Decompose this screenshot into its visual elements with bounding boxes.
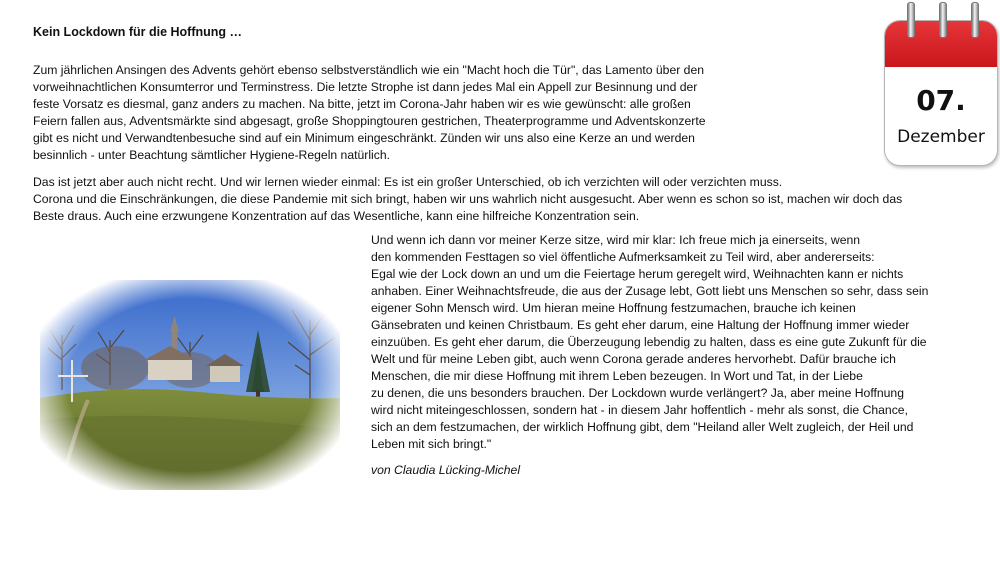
village-meadow-photo <box>40 280 340 490</box>
text-line: Das ist jetzt aber auch nicht recht. Und wir lernen wieder einmal: Es ist ein großer Unterschied, ob ich verzichten will oder verzichten muss. <box>33 175 783 189</box>
paragraph-1 <box>33 62 706 164</box>
text-line: anhaben. Einer Weihnachtsfreude, die aus der Zusage lebt, Gott liebt uns Menschen so sehr, dass sein <box>371 284 929 298</box>
text-line: feste Vorsatz es diesmal, ganz anders zu machen. Na bitte, jetzt im Corona-Jahr haben wir es wie gewünscht: alle großen <box>33 97 691 111</box>
text-line: zu denen, die uns besonders brauchen. Der Lockdown wurde verlängert? Ja, aber meine Hoffnung <box>371 386 904 400</box>
binder-ring-icon <box>971 2 979 38</box>
author-signature: von Claudia Lücking-Michel <box>371 463 521 477</box>
paragraph-3 <box>371 232 928 453</box>
text-line: Und wenn ich dann vor meiner Kerze sitze, wird mir klar: Ich freue mich ja einerseits, wenn <box>371 233 861 247</box>
calendar-date-icon <box>882 2 1000 167</box>
paragraph-2 <box>33 174 902 225</box>
text-line: den kommenden Festtagen so viel öffentliche Aufmerksamkeit zu Teil wird, aber andererseits: <box>371 250 875 264</box>
landscape-illustration <box>40 280 340 490</box>
text-line: Menschen, die mir diese Hoffnung mit ihrem Leben bezeugen. In Wort und Tat, in der Liebe <box>371 369 863 383</box>
text-line: wird nicht miteingeschlossen, sondern hat - in diesem Jahr hoffentlich - mehr als sonst, die Chance, <box>371 403 908 417</box>
text-line: Beste draus. Auch eine erzwungene Konzentration auf das Wesentliche, kann eine hilfreiche Konzentration sein. <box>33 209 640 223</box>
binder-ring-icon <box>939 2 947 38</box>
text-line: besinnlich - unter Beachtung sämtlicher Hygiene-Regeln natürlich. <box>33 148 391 162</box>
calendar-day: 07. <box>916 84 966 117</box>
calendar-month: Dezember <box>897 127 985 147</box>
text-line: gibt es nicht und Verwandtenbesuche sind auf ein Minimum eingeschränkt. Zünden wir uns also eine Kerze an und werden <box>33 131 695 145</box>
text-line: Feiern fallen aus, Adventsmärkte sind abgesagt, große Shoppingtouren gestrichen, Theaterprogramme und Adventskonzerte <box>33 114 706 128</box>
text-line: sich an dem festzumachen, der wirklich Hoffnung gibt, dem "Heiland aller Welt zugleich, der Heil und <box>371 420 914 434</box>
text-line: eigener Sohn Mensch wird. Um hieran meine Hoffnung festzumachen, brauche ich keinen <box>371 301 856 315</box>
article-title: Kein Lockdown für die Hoffnung … <box>33 25 243 39</box>
binder-ring-icon <box>907 2 915 38</box>
text-line: Leben mit sich bringt." <box>371 437 492 451</box>
text-line: vorweihnachtlichen Konsumterror und Terminstress. Die letzte Strophe ist dann jedes Mal ein Appell zur Besinnung und der <box>33 80 698 94</box>
text-line: Zum jährlichen Ansingen des Advents gehört ebenso selbstverständlich wie ein "Macht hoch die Tür", das Lamento über den <box>33 63 705 77</box>
text-line: Gänsebraten und keinen Christbaum. Es geht eher darum, eine Haltung der Hoffnung immer wieder <box>371 318 910 332</box>
text-line: Corona und die Einschränkungen, die diese Pandemie mit sich bringt, haben wir uns wahrlich nicht ausgesucht. Aber wenn es schon so ist, machen wir doch das <box>33 192 903 206</box>
text-line: einzuüben. Es geht eher darum, die Überzeugung lebendig zu halten, dass es eine gute Zukunft für die <box>371 335 927 349</box>
text-line: Welt und für meine Leben gibt, auch wenn Corona gerade anderes hervorhebt. Dafür brauche ich <box>371 352 896 366</box>
text-line: Egal wie der Lock down an und um die Feiertage herum geregelt wird, Weihnachten kann er nichts <box>371 267 904 281</box>
